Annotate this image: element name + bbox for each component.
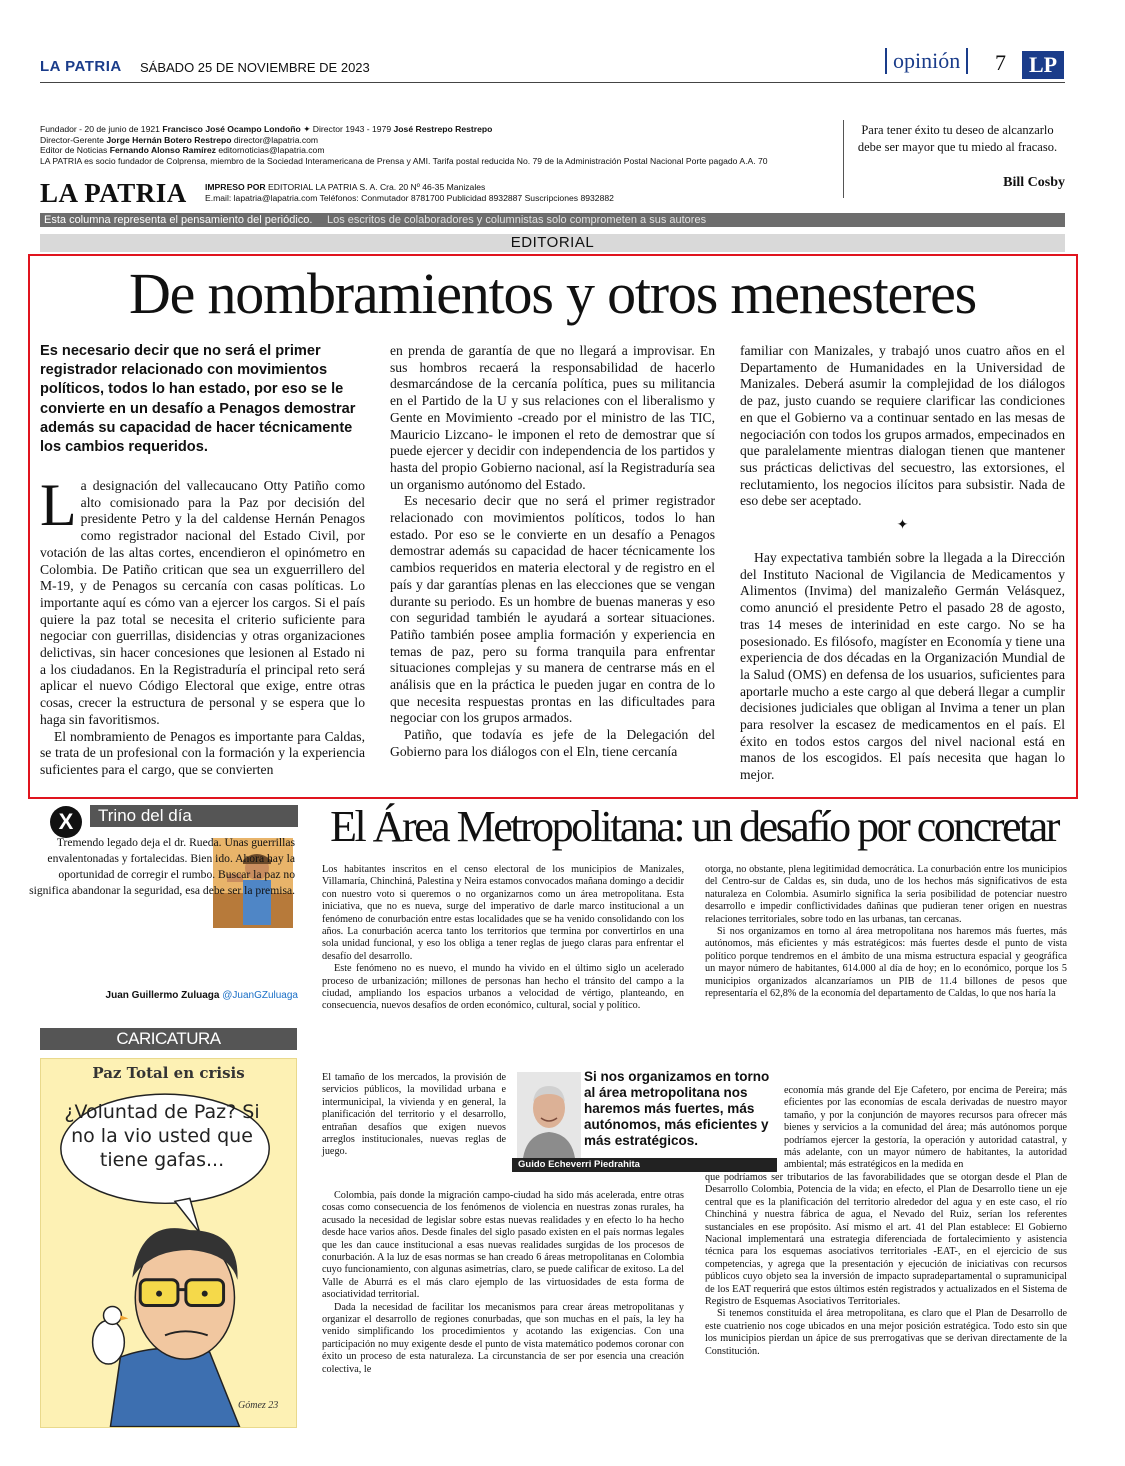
newspaper-logo[interactable]: LA PATRIA bbox=[40, 58, 122, 75]
article-column-2-bottom: que podríamos ser tributarios de las favorabilidades que se otorgan desde el Plan de Desarrollo Colombia, Potencia de la vida; en efecto, el Plan de Desarrollo tiene un eje central que es la planificación del territorio alrededor del agua y en este caso, el río Chinchiná y nuestra fábrica de agua, el Nevado del Ruiz, serían los referentes sustanciales en ese propósito. Así mismo el art. 41 del Plan establece: El Gobierno Nacional implementará una estrategia diferenciada de fortalecimiento y asistencia técnica para los esquemas asociativos territoriales -EAT-, en el ejercicio de sus competencias, y agrega que la presentación y ejecución de iniciativas con recursos públicos cuyo objeto sea la inversión de impacto supradepartamental o supramunicipal de los EAT requerirá que estos últimos estén registrados y actualizados en el Sistema de Registro de Esquemas Asociativos Territoriales. Si tenemos constituida el área metropolitana, es claro que el Plan de Desarrollo de este cuatrienio nos coge ubicados en una mejor posición estratégica. Todo esto sin que los municipios pierdan un ápice de sus prerrogativas que se derivan directamente de la Constitución. bbox=[705, 1172, 1067, 1357]
diamond-separator-icon: ✦ bbox=[896, 518, 909, 534]
edition-date: SÁBADO 25 DE NOVIEMBRE DE 2023 bbox=[140, 60, 370, 75]
article-column-1: Los habitantes inscritos en el censo electoral de los municipios de Manizales, Villamaría, Chinchiná, Palestina y Neira estamos convocados mañana domingo a decidir con nuestro voto si queremos o no organizarnos como un área metropolitana. Esta iniciativa, que no es nueva, surge del imperativo de darle marco institucional a un fenómeno de conurbación entre estas localidades que se ha venido consolidando con los años. La conurbación acerca tanto los territorios que termina por convertirlos en una sola unidad funcional, y eso los obliga a tener reglas de juego claras para enfrentar el desafío del desarrollo. Este fenómeno no es nuevo, el mundo ha vivido en el último siglo un acelerado proceso de urbanización; millones de personas han hecho el tránsito del campo a la ciudad, ampliando los espacios urbanos a velocidad de vértigo, planteando, en consecuencia, nuevos desafíos de orden económico, cultural, social y político. bbox=[322, 864, 684, 1012]
editorial-column-3: familiar con Manizales, y trabajó unos cuatro años en el Departamento de Humanidades en la Universidad de Manizales. Deberá asumir la complejidad de los diálogos de paz, justo cuando se requiere clarificar las condiciones en que el Gobierno va a continuar sentado en las mesas de negociación con todos los grupos armados, empecinados en que paralelamente mientras dialogan tienen que mantener sus prácticas delictivas del secuestro, las extorsiones, el reclutamiento, los negocios ilícitos para subsistir. Nada de eso debe ser aceptado. ✦ Hay expectativa también sobre la llegada a la Dirección del Instituto Nacional de Vigilancia de Medicamentos y Alimentos (Invima) del manizaleño Germán Velásquez, como anunció el presidente Petro el pasado 28 de agosto, tras 14 meses de interinidad en este cargo. No se ha posesionado. Es filósofo, magíster en Economía y tiene una experiencia de dos décadas en la Organización Mundial de la Salud (OMS) en defensa de los usuarios, suficientes para aportarle mucho a este cargo al que deberá llegar a cumplir decisiones judiciales que obligan al Invima a tener un plan para resolver la escasez de medicamentos en el país. El éxito en todos estos cargos del nivel nacional está en manos de los escogidos. El país necesita que hagan lo mejor. bbox=[740, 343, 1065, 783]
tweet-handle-link[interactable]: @JuanGZuluaga bbox=[222, 990, 298, 1001]
quote-divider bbox=[843, 120, 844, 198]
printer-info: IMPRESO POR EDITORIAL LA PATRIA S. A. Cra. 20 Nº 46-35 Manizales E.mail: lapatria@lapatria.com Teléfonos: Conmutador 8781700 Publicidad 8932887 Suscripciones 8932882 bbox=[205, 182, 614, 203]
drop-cap: L bbox=[40, 472, 77, 538]
article-column-1-bottom: Colombia, país donde la migración campo-ciudad ha sido más acelerada, entre otras cosas como consecuencia de los fenómenos de violencia en nuestras zonas rurales, ha acusado la necesidad de legislar sobre estas nuevas realidades y en efecto lo ha hecho desde hace varios años. Desde finales del siglo pasado existen en el país normas legales que les dan cauce institucional a esas nuevas realidades surgidas de los procesos de conurbación. A la luz de esas normas se han creado 6 áreas metropolitanas en Colombia cuyo funcionamiento, con algunas asimetrías, claro, se puede calificar de exitoso. La del Valle de Aburrá es el más claro ejemplo de las virtuosidades de esta forma de asociatividad territorial. Dada la necesidad de facilitar los mecanismos para crear áreas metropolitanas y organizar el desarrollo de regiones conurbadas, que son muchas en el país, la ley ha venido simplificando los procedimientos y acotando las exigencias. Con una participación no muy exigente desde el punto de vista matemático podemos coronar con éxito un proceso de esta naturaleza. La circunstancia de ser por esencia una creación colectiva, le bbox=[322, 1190, 684, 1375]
cartoon-speech-bubble: ¿Voluntad de Paz? Si no la vio usted que tiene gafas... bbox=[64, 1101, 260, 1171]
editorial-headline: De nombramientos y otros menesteres bbox=[128, 261, 977, 326]
director-email[interactable]: director@lapatria.com bbox=[233, 134, 319, 145]
editorial-column-2: en prenda de garantía de que no llegará a improvisar. En sus hombros recaerá la responsabilidad de hacerlo desmarcándose de la cercanía política, pues su militancia en el Partido de la U y sus relaciones con el liberalismo y Gente en Movimiento -creado por el ministro de las TIC, Mauricio Lizcano- le imponen el reto de demostrar que sí puede ejercer y decidir con independencia de los partidos y hasta del propio Gobierno nacional, así la Registraduría sea un organismo autónomo del Estado. Es necesario decir que no será el primer registrador relacionado con movimientos políticos, todos lo han estado. Por eso se le convierte en un desafío a Penagos demostrar además su capacidad de hacer técnicamente los cambios requeridos en materia electoral y de registro en el país y dar garantías plenas en las elecciones que se vengan durante su periodo. Es un hombre de buenas maneras y eso con seguridad también le ayudará a sortear situaciones. Patiño también posee amplia formación y experiencia en temas de paz, pero su forma tranquila para enfrentar situaciones complejas y su manera de centrarse más en el análisis que en la práctica le pueden jugar en contra de lo que necesita respuestas prontas en las dificultades para negociar con los grupos armados. Patiño, que todavía es jefe de la Delegación del Gobierno para los diálogos con el Eln, tiene cercanía bbox=[390, 343, 715, 759]
cartoonist-signature: Gómez 23 bbox=[238, 1400, 279, 1411]
article-headline: El Área Metropolitana: un desafío por concretar bbox=[330, 802, 1058, 851]
trino-title: Trino del día bbox=[98, 806, 192, 825]
article-column-2-wrap: economía más grande del Eje Cafetero, por encima de Pereira; más eficientes por las economías de escala derivadas de nuestro mayor tamaño, y por la conjunción de mayores recursos para ofrecer más bienes y servicios a la comunidad del área; más autónomos porque podríamos ejercer la gestoría, la operación y autoridad catastral, y más adelante, con un mayor número de habitantes, la autoridad ambiental; más estratégicos en la medida en bbox=[784, 1085, 1067, 1171]
x-logo-icon: X bbox=[50, 806, 82, 838]
top-rule-divider bbox=[40, 82, 1065, 83]
director-name: Jorge Hernán Botero Restrepo bbox=[106, 134, 232, 145]
masthead-credits: Fundador - 20 de junio de 1921 Francisco José Ocampo Londoño ✦ Director 1943 - 1979 José Restrepo Restrepo Director-Gerente Jorge Hernán Botero Restrepo director@lapatria.com Editor de Noticias Fernando Alonso Ramírez editornoticias@lapatria.com LA PATRIA es socio fundador de Colprensa, miembro de la Sociedad Interamericana de Prensa y AMI. Tarifa postal reducida No. 79 de la Administración Postal Nacional Porte pagado A.A. 70 bbox=[40, 124, 768, 166]
masthead-logo: LA PATRIA bbox=[40, 178, 187, 208]
tweet-author: Juan Guillermo Zuluaga @JuanGZuluaga bbox=[105, 990, 298, 1001]
editorial-column-1: La designación del vallecaucano Otty Patiño como alto comisionado para la Paz por decisión del presidente Petro y la del caldense Hernán Penagos como registrador nacional del Estado Civil, por votación de las altas cortes, encendieron el opinómetro en Colombia. De Patiño critican que sea un exguerrillero del M-19, y de Penagos su cercanía con casas políticas. Lo importante aquí es cómo van a ejercer los cargos. Si el país quiere la paz total se necesita el criterio suficiente para negociar con guerrillas, disidencias y otras organizaciones delictivas, sin hacer concesiones que lesionen al Estado ni a los ciudadanos. En la Registraduría el principal reto será aplicar el nuevo Código Electoral que exige, entre otras cosas, crecer la estructura de personal y se espera que lo haga sin favoritismos. El nombramiento de Penagos es importante para Caldas, se trata de un profesional con la formación y la experiencia suficientes para el cargo, que se convierten bbox=[40, 472, 365, 777]
article-author-name: Guido Echeverri Piedrahita bbox=[518, 1159, 640, 1170]
disclaimer-right: Los escritos de colaboradores y columnistas solo comprometen a sus autores bbox=[327, 214, 707, 226]
cartoon-title: Paz Total en crisis bbox=[92, 1064, 245, 1082]
article-author-photo bbox=[517, 1072, 581, 1158]
editor-email[interactable]: editornoticias@lapatria.com bbox=[218, 145, 325, 156]
caricatura-title: CARICATURA bbox=[116, 1029, 221, 1048]
editorial-lead: Es necesario decir que no será el primer registrador relacionado con movimientos políticos, todos lo han estado, por eso se le convierte en un desafío a Penagos demostrar además su capacidad de hacer técnicamente los cambios requeridos. bbox=[40, 343, 356, 456]
editor-name: Fernando Alonso Ramírez bbox=[109, 145, 216, 156]
quote-author: Bill Cosby bbox=[1003, 175, 1065, 190]
page-number: 7 bbox=[995, 50, 1006, 75]
section-tab-opinion[interactable]: opinión bbox=[885, 48, 968, 74]
article-column-1-wrap: El tamaño de los mercados, la provisión de servicios públicos, la movilidad urbana e intermunicipal, la vivienda y en general, la planificación del territorio y el desarrollo, entrañan desafíos que exigen nuevos arreglos institucionales, nuevas reglas de juego. bbox=[322, 1072, 506, 1158]
editorial-section-label: EDITORIAL bbox=[510, 234, 595, 251]
lp-logo-badge: LP bbox=[1022, 51, 1064, 79]
tweet-text: Tremendo legado deja el dr. Rueda. Unas guerrillas envalentonadas y fortalecidas. Bien ido. Ahora hay la oportunidad de corregir el rumbo. Buscar la paz no significa abandonar la seguridad, esa debe ser la premisa. bbox=[29, 836, 295, 897]
quote-of-the-day: Para tener éxito tu deseo de alcanzarlo debe ser mayor que tu miedo al fracaso. bbox=[857, 123, 1058, 154]
founder-name: Francisco José Ocampo Londoño bbox=[162, 124, 301, 134]
article-column-2: otorga, no obstante, plena legitimidad democrática. La conurbación entre los municipios del Centro-sur de Caldas es, sin duda, uno de los hechos más significativos de esta naturaleza en Colombia. Asumirlo significa la seria posibilidad de potenciar nuestro desarrollo e impedir conflictividades dañinas que pudieran tener origen en nuestras relaciones territoriales, sobre todo en las urbanas, tan cercanas. Si nos organizamos en torno al área metropolitana nos haremos más fuertes, más autónomos, más eficientes y más estratégicos: más fuertes desde el punto de vista político porque tendremos en el ámbito de una misma estructura espacial y geográfica un mayor número de habitantes, 614.000 al día de hoy; en lo económico, porque los 5 municipios organizados alcanzaríamos un PIB de 11.4 billones de pesos que representaría el 62,8% de la economía del departamento de Caldas, lo que nos haría la bbox=[705, 864, 1067, 1000]
pull-quote: Si nos organizamos en torno al área metropolitana nos haremos más fuertes, más autónomos, más eficientes y más estratégicos. bbox=[584, 1069, 770, 1148]
disclaimer-left: Esta columna representa el pensamiento del periódico. bbox=[44, 214, 313, 226]
